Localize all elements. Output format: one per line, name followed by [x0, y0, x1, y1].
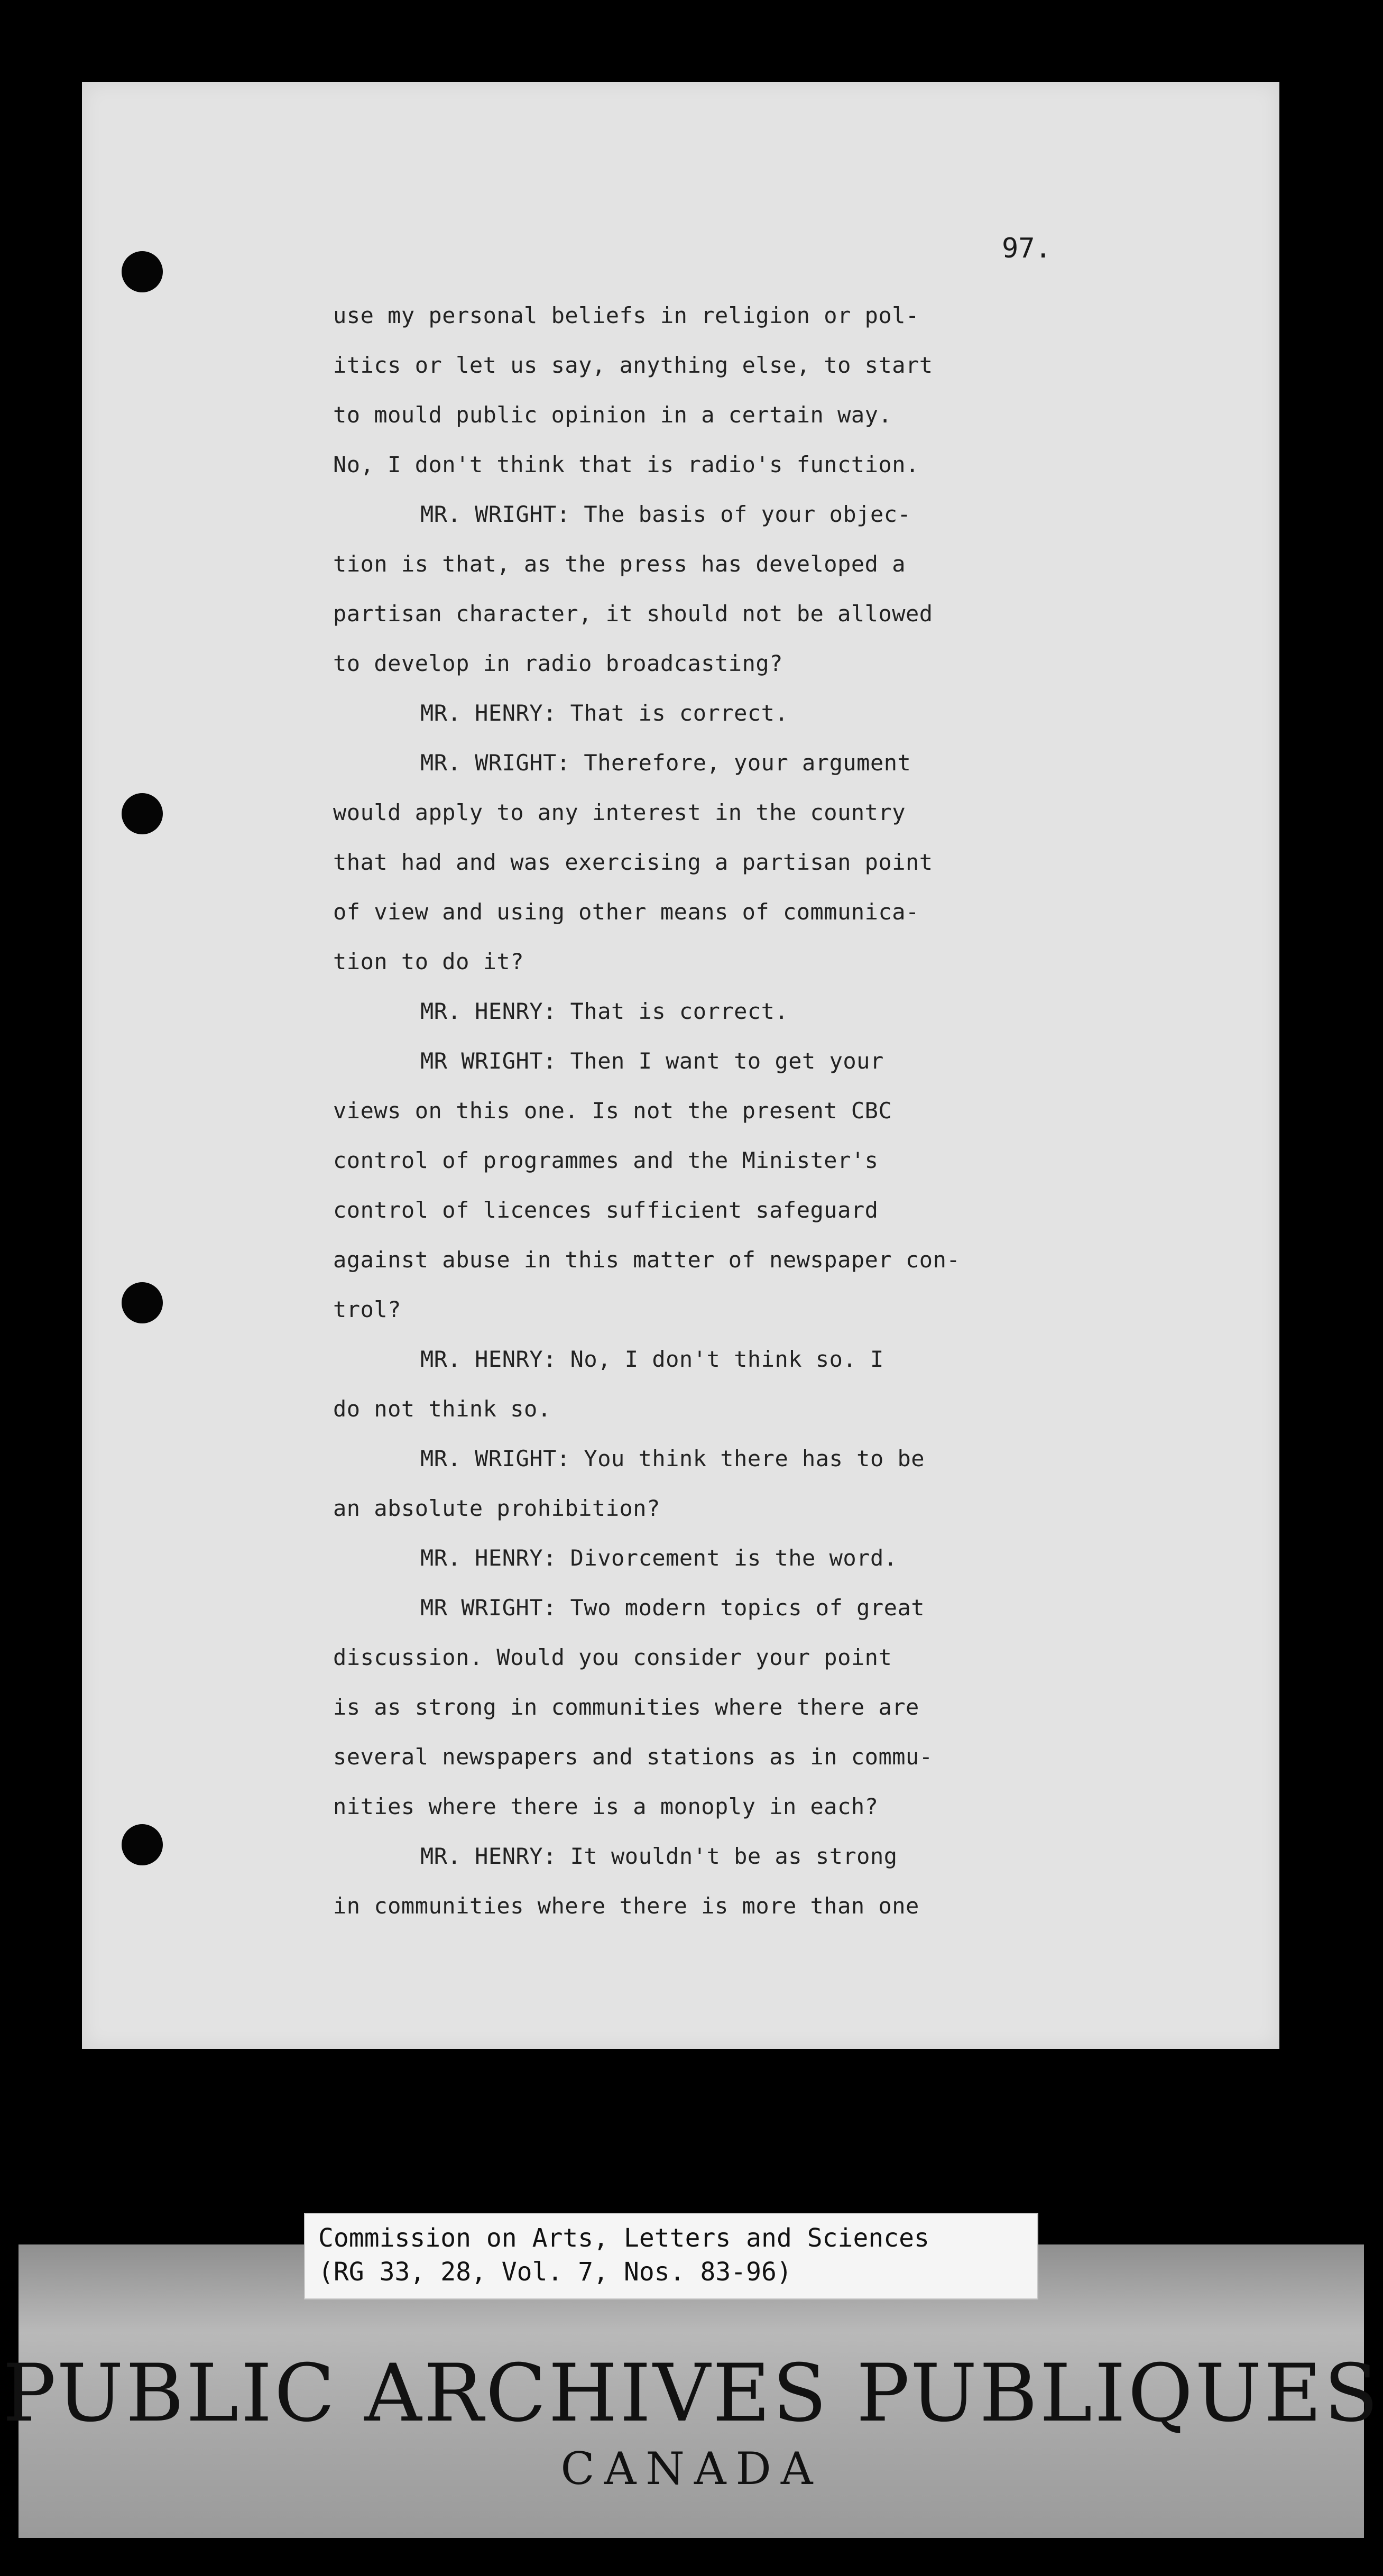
speaker-line: MR WRIGHT: Then I want to get your	[420, 1048, 884, 1074]
speaker-line: MR. WRIGHT: You think there has to be	[420, 1446, 925, 1471]
punch-hole	[122, 793, 163, 834]
text-line: tion is that, as the press has developed a	[333, 551, 906, 577]
text-line: is as strong in communities where there are	[333, 1694, 919, 1720]
speaker-line: MR. HENRY: That is correct.	[420, 998, 789, 1024]
speaker-line: MR. HENRY: No, I don't think so. I	[420, 1346, 884, 1372]
text-line: No, I don't think that is radio's function.	[333, 452, 919, 477]
page-number: 97.	[1002, 233, 1052, 264]
text-line: of view and using other means of communica-	[333, 899, 919, 925]
text-line: control of programmes and the Minister's	[333, 1147, 879, 1173]
archive-label	[304, 2213, 1038, 2299]
text-line: against abuse in this matter of newspaper con-	[333, 1247, 961, 1273]
text-line: discussion. Would you consider your point	[333, 1644, 892, 1670]
archive-label-line-2: (RG 33, 28, Vol. 7, Nos. 83-96)	[318, 2257, 792, 2287]
speaker-line: MR WRIGHT: Two modern topics of great	[420, 1595, 925, 1621]
text-line: to develop in radio broadcasting?	[333, 650, 783, 676]
speaker-line: MR. WRIGHT: Therefore, your argument	[420, 750, 911, 776]
document-page	[82, 82, 1279, 2049]
text-line: partisan character, it should not be allowed	[333, 601, 933, 627]
speaker-line: MR. HENRY: Divorcement is the word.	[420, 1545, 898, 1571]
punch-hole	[122, 1282, 163, 1323]
text-line: nities where there is a monoply in each?	[333, 1793, 879, 1819]
punch-hole	[122, 1824, 163, 1865]
punch-hole	[122, 251, 163, 292]
text-line: would apply to any interest in the country	[333, 799, 906, 825]
speaker-line: MR. HENRY: That is correct.	[420, 700, 789, 726]
text-line: an absolute prohibition?	[333, 1495, 660, 1521]
archive-label-line-1: Commission on Arts, Letters and Sciences	[318, 2223, 929, 2253]
speaker-line: MR. HENRY: It wouldn't be as strong	[420, 1843, 898, 1869]
text-line: to mould public opinion in a certain way.	[333, 402, 892, 428]
text-line: itics or let us say, anything else, to start	[333, 352, 933, 378]
text-line: do not think so.	[333, 1396, 551, 1422]
archives-subtitle: CANADA	[560, 2443, 823, 2495]
text-line: trol?	[333, 1296, 401, 1322]
text-line: use my personal beliefs in religion or pol-	[333, 302, 919, 328]
text-line: tion to do it?	[333, 949, 524, 974]
text-line: views on this one. Is not the present CBC	[333, 1098, 892, 1124]
archives-title: PUBLIC ARCHIVES PUBLIQUES	[2, 2348, 1381, 2440]
text-line: control of licences sufficient safeguard	[333, 1197, 879, 1223]
text-line: that had and was exercising a partisan point	[333, 849, 933, 875]
text-line: several newspapers and stations as in commu-	[333, 1744, 933, 1770]
transcript-text	[333, 291, 1158, 1931]
text-line: in communities where there is more than one	[333, 1893, 919, 1919]
speaker-line: MR. WRIGHT: The basis of your objec-	[420, 501, 911, 527]
